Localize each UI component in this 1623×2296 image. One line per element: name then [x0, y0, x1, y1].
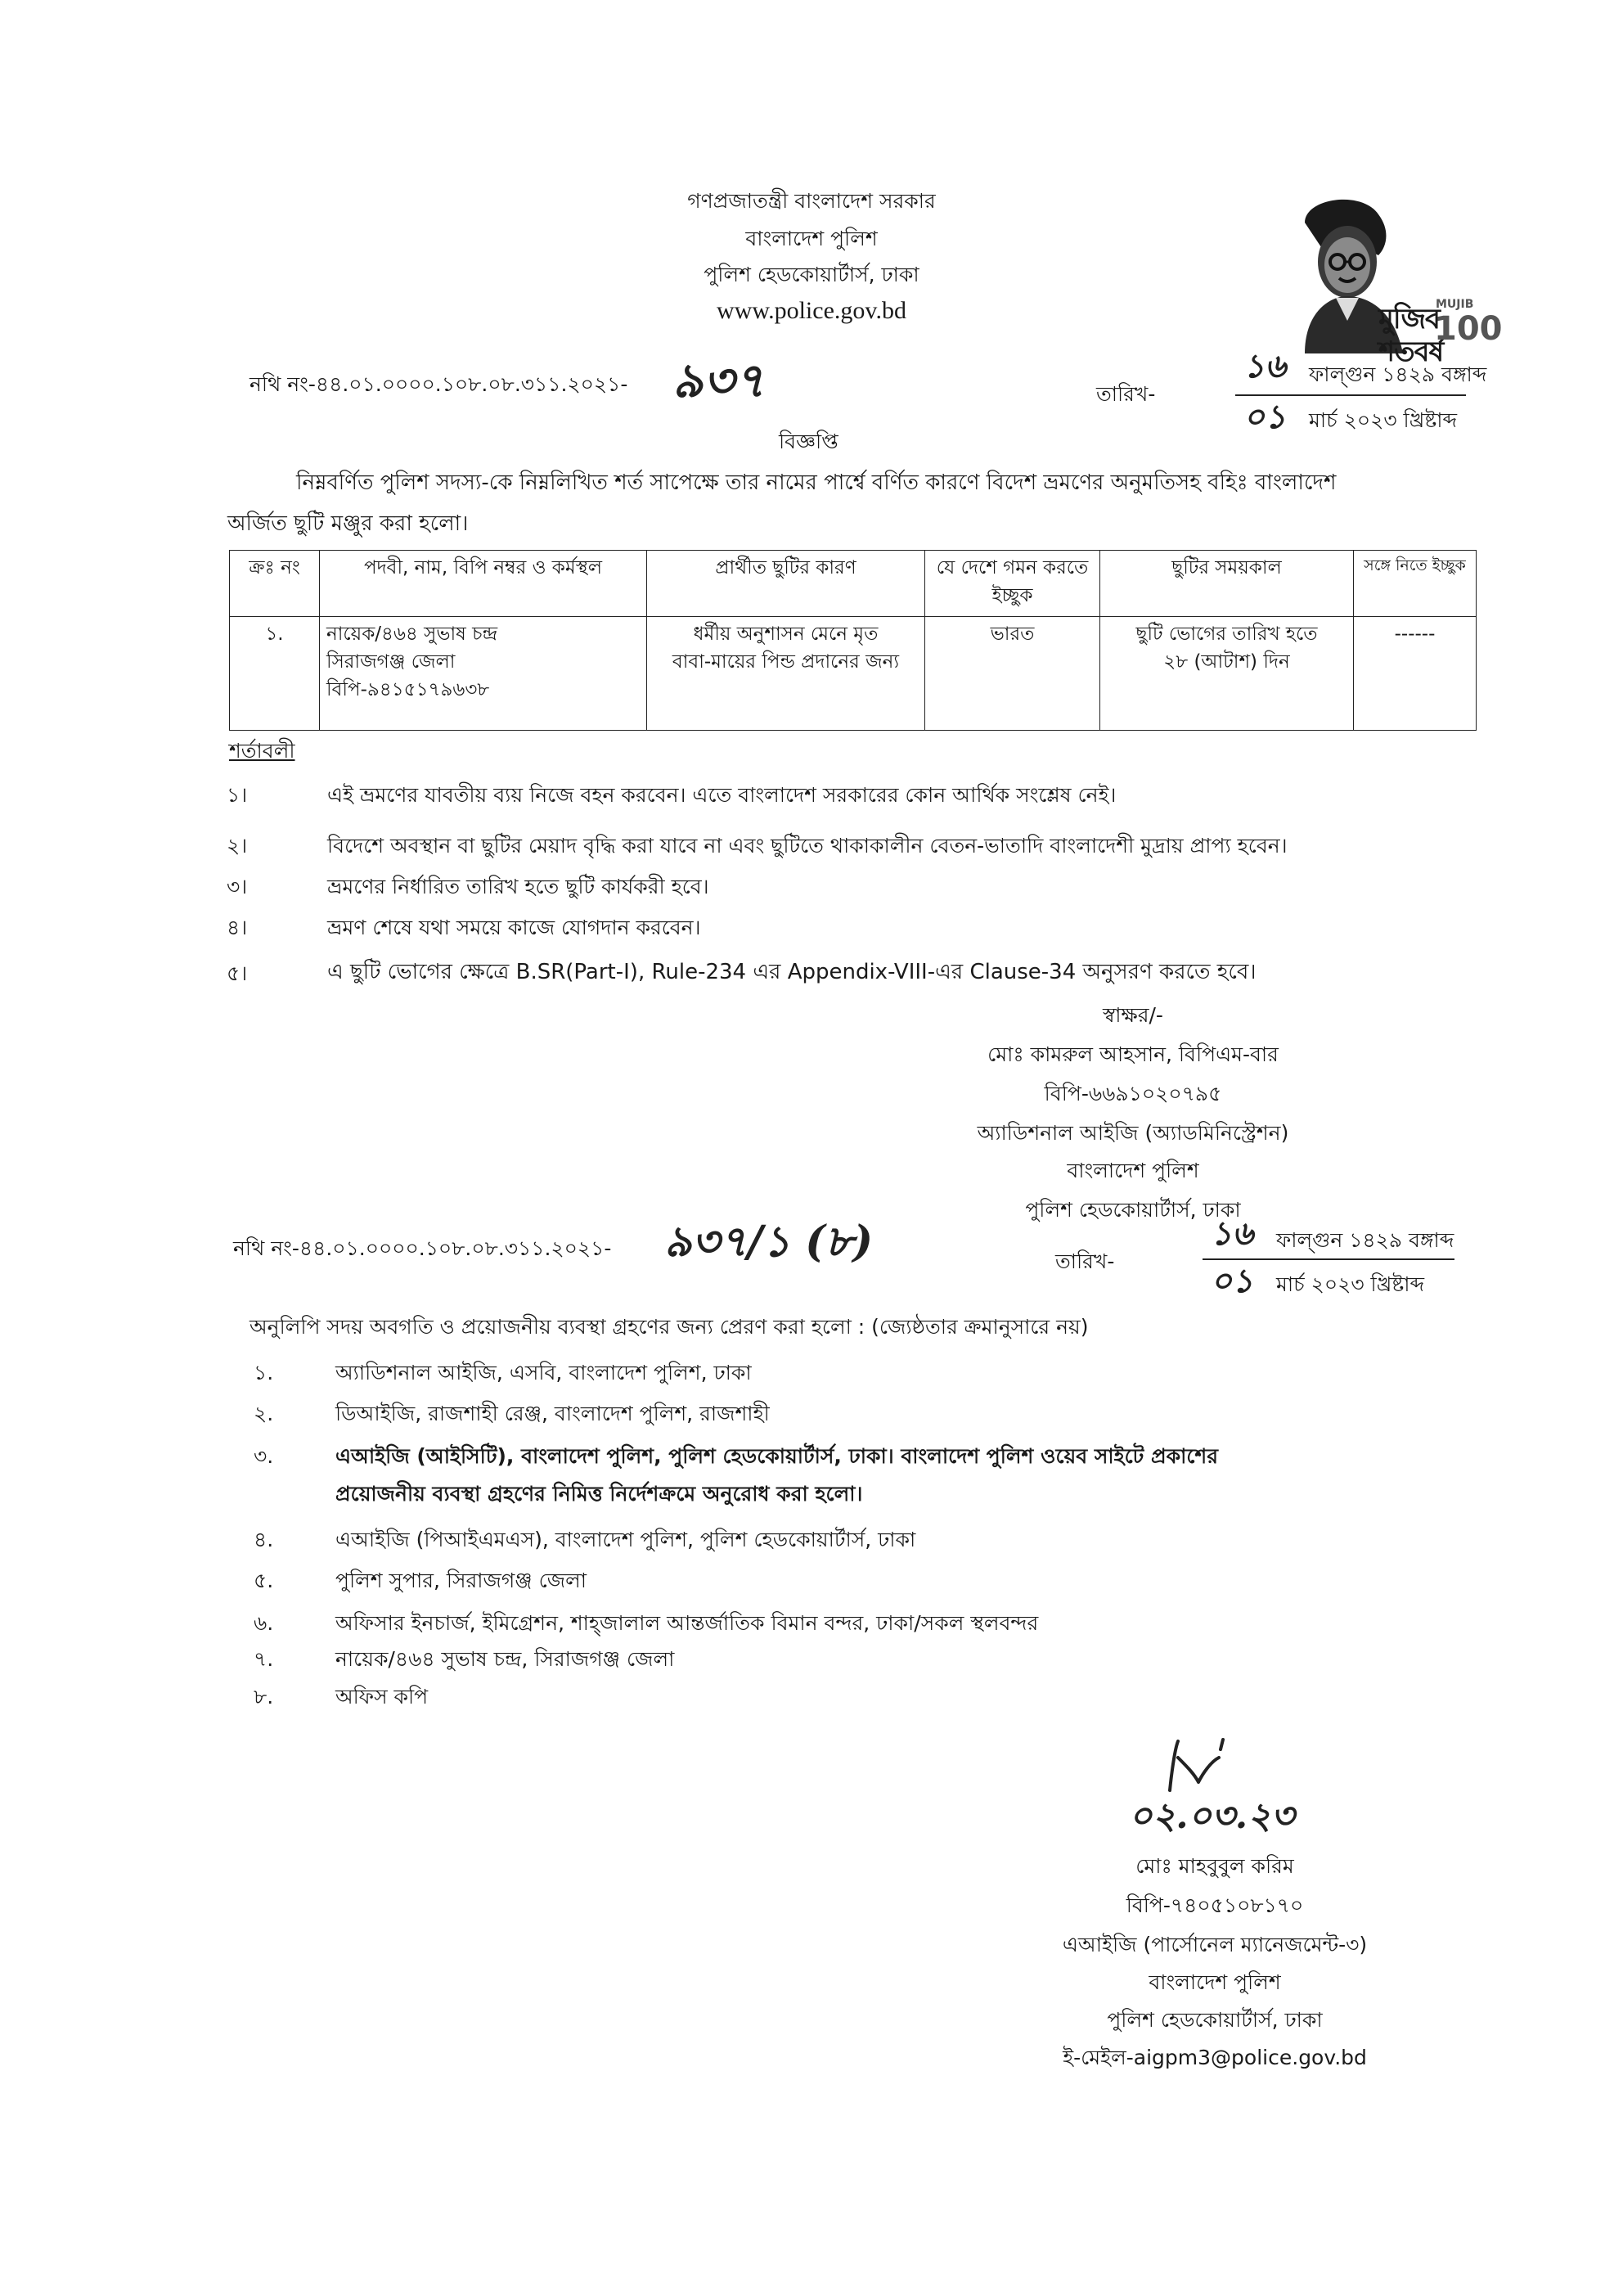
memo1-date-bn: ফাল্গুন ১৪২৯ বঙ্গাব্দ — [1309, 362, 1487, 386]
condition-text: ভ্রমণের নির্ধারিত তারিখ হতে ছুটি কার্যকরী হবে। — [327, 875, 709, 898]
memo1-date-label: তারিখ- — [1096, 382, 1156, 406]
condition-text: এই ভ্রমণের যাবতীয় ব্যয় নিজে বহন করবেন। এতে বাংলাদেশ সরকারের কোন আর্থিক সংশ্লেষ নেই। — [327, 783, 1117, 807]
name-line3: বিপি-৯৪১৫১৭৯৬৩৮ — [326, 679, 490, 700]
copy-num: ৩. — [254, 1444, 274, 1468]
copy-text-cont: প্রয়োজনীয় ব্যবস্থা গ্রহণের নিমিত্ত নির্দেশক্রমে অনুরোধ করা হলো। — [335, 1482, 863, 1506]
th-duration: ছুটির সময়কাল — [1100, 551, 1354, 617]
memo2-date-en: মার্চ ২০২৩ খ্রিষ্টাব্দ — [1276, 1272, 1425, 1296]
th-companion: সঙ্গে নিতে ইচ্ছুক — [1354, 551, 1477, 617]
condition-num: ৫। — [227, 961, 248, 985]
memo1-ref-handwritten: ৯৩৭ — [672, 353, 766, 408]
condition-num: ৪। — [227, 916, 248, 939]
table-row — [230, 617, 1477, 731]
copy-num: ৪. — [254, 1528, 274, 1551]
copy-num: ৬. — [254, 1611, 274, 1635]
sig1-name: মোঃ কামরুল আহসান, বিপিএম-বার — [987, 1042, 1279, 1066]
reason-line1: ধর্মীয় অনুশাসন মেনে মৃত — [693, 624, 879, 645]
date-divider — [1203, 1258, 1454, 1260]
logo-text-bn: মুজিব শতবর্ষ — [1378, 303, 1444, 368]
logo-text-mujib: MUJIB — [1436, 298, 1474, 311]
sig2-office: পুলিশ হেডকোয়ার্টার্স, ঢাকা — [1107, 2008, 1323, 2032]
copy-text: এআইজি (আইসিটি), বাংলাদেশ পুলিশ, পুলিশ হেডকোয়ার্টার্স, ঢাকা। বাংলাদেশ পুলিশ ওয়েব সাইটে প্রকাশের — [335, 1444, 1218, 1468]
sig2-dept: বাংলাদেশ পুলিশ — [1149, 1970, 1281, 1994]
copy-num: ২. — [254, 1402, 274, 1425]
memo2-date-bn: ফাল্গুন ১৪২৯ বঙ্গাব্দ — [1276, 1228, 1454, 1252]
copy-text: নায়েক/৪৬৪ সুভাষ চন্দ্র, সিরাজগঞ্জ জেলা — [335, 1647, 675, 1671]
notice-title: বিজ্ঞপ্তি — [779, 430, 838, 453]
copy-text: অফিসার ইনচার্জ, ইমিগ্রেশন, শাহ্জালাল আন্তর্জাতিক বিমান বন্দর, ঢাকা/সকল স্থলবন্দর — [335, 1611, 1039, 1635]
name-line2: সিরাজগঞ্জ জেলা — [326, 651, 456, 673]
sig2-bp: বিপি-৭৪০৫১০৮১৭০ — [1126, 1893, 1304, 1917]
duration-line1: ছুটি ভোগের তারিখ হতে — [1135, 624, 1318, 645]
name-line1: নায়েক/৪৬৪ সুভাষ চন্দ্র — [326, 624, 498, 645]
header-dept: বাংলাদেশ পুলিশ — [745, 227, 878, 250]
copy-text: পুলিশ সুপার, সিরাজগঞ্জ জেলা — [335, 1569, 587, 1592]
sig1-signed: স্বাক্ষর/- — [1103, 1003, 1163, 1027]
copies-intro: অনুলিপি সদয় অবগতি ও প্রয়োজনীয় ব্যবস্থা গ্রহণের জন্য প্রেরণ করা হলো : (জ্যেষ্ঠতার ক্রমানুসারে নয়) — [250, 1315, 1089, 1339]
condition-num: ১। — [227, 783, 248, 807]
signature-scribble — [1153, 1733, 1252, 1802]
sig1-designation: অ্যাডিশনাল আইজি (অ্যাডমিনিস্ট্রেশন) — [977, 1121, 1289, 1145]
sig2-email[interactable]: ই-মেইল-aigpm3@police.gov.bd — [1063, 2046, 1367, 2069]
memo2-ref-handwritten: ৯৩৭/১ (৮) — [664, 1217, 874, 1267]
sig2-handwritten-date: ০২.০৩.২৩ — [1129, 1795, 1295, 1837]
notice-body-line2: অর্জিত ছুটি মঞ্জুর করা হলো। — [227, 511, 469, 536]
table-header-row — [230, 551, 1477, 617]
notice-body-line1: নিম্নবর্ণিত পুলিশ সদস্য-কে নিম্নলিখিত শর্ত সাপেক্ষে তার নামের পার্শ্বে বর্ণিত কারণে বিদেশ ভ্রমণের অনুমতিসহ বহিঃ বাংলাদেশ — [296, 470, 1337, 495]
reason-line2: বাবা-মায়ের পিন্ড প্রদানের জন্য — [672, 651, 900, 673]
cell-duration — [1100, 617, 1354, 731]
cell-reason — [647, 617, 925, 731]
memo2-date-en-day: ০১ — [1211, 1262, 1253, 1300]
copy-num: ৫. — [254, 1569, 274, 1592]
memo1-date-en: মার্চ ২০২৩ খ্রিষ্টাব্দ — [1309, 408, 1458, 432]
copy-num: ৭. — [254, 1647, 274, 1671]
sig2-designation: এআইজি (পার্সোনেল ম্যানেজমেন্ট-৩) — [1062, 1933, 1368, 1956]
th-name: পদবী, নাম, বিপি নম্বর ও কর্মস্থল — [320, 551, 647, 617]
th-reason: প্রার্থীত ছুটির কারণ — [647, 551, 925, 617]
leave-table — [229, 550, 1477, 731]
date-divider — [1235, 394, 1466, 396]
mujib-100-logo — [1256, 190, 1503, 368]
condition-text: বিদেশে অবস্থান বা ছুটির মেয়াদ বৃদ্ধি করা যাবে না এবং ছুটিতে থাকাকালীন বেতন-ভাতাদি বাংলাদেশী মুদ্রায় প্রাপ্য হবেন। — [327, 834, 1288, 858]
copy-text: অ্যাডিশনাল আইজি, এসবি, বাংলাদেশ পুলিশ, ঢাকা — [335, 1361, 752, 1384]
copy-text: অফিস কপি — [335, 1685, 429, 1708]
memo2-date-label: তারিখ- — [1055, 1249, 1115, 1273]
header-website[interactable]: www.police.gov.bd — [717, 297, 906, 324]
condition-text: এ ছুটি ভোগের ক্ষেত্রে B.SR(Part-I), Rule-234 এর Appendix-VIII-এর Clause-34 অনুসরণ করতে হবে। — [327, 960, 1257, 984]
header-govt: গণপ্রজাতন্ত্রী বাংলাদেশ সরকার — [687, 189, 936, 213]
condition-num: ২। — [227, 834, 248, 858]
memo2-ref: নথি নং-৪৪.০১.০০০০.১০৮.০৮.৩১১.২০২১- — [233, 1236, 612, 1260]
cell-country: ভারত — [925, 617, 1100, 731]
cell-companion: ------ — [1354, 617, 1477, 731]
sig1-dept: বাংলাদেশ পুলিশ — [1067, 1159, 1199, 1182]
th-serial: ক্রঃ নং — [230, 551, 320, 617]
memo1-ref: নথি নং-৪৪.০১.০০০০.১০৮.০৮.৩১১.২০২১- — [250, 372, 628, 396]
memo2-date-bn-day: ১৬ — [1211, 1214, 1253, 1253]
cell-serial: ১. — [230, 617, 320, 731]
header-office: পুলিশ হেডকোয়ার্টার্স, ঢাকা — [704, 263, 919, 286]
copy-text: ডিআইজি, রাজশাহী রেঞ্জ, বাংলাদেশ পুলিশ, রাজশাহী — [335, 1402, 770, 1425]
memo1-date-en-day: ০১ — [1243, 398, 1286, 436]
condition-num: ৩। — [227, 875, 248, 898]
sig1-bp: বিপি-৬৬৯১০২০৭৯৫ — [1044, 1082, 1222, 1105]
copy-num: ৮. — [254, 1685, 274, 1708]
copy-num: ১. — [254, 1361, 274, 1384]
condition-text: ভ্রমণ শেষে যথা সময়ে কাজে যোগদান করবেন। — [327, 916, 701, 939]
conditions-title: শর্তাবলী — [229, 739, 295, 763]
th-country: যে দেশে গমন করতে ইচ্ছুক — [925, 551, 1100, 617]
cell-name — [320, 617, 647, 731]
duration-line2: ২৮ (আটাশ) দিন — [1163, 651, 1290, 673]
sig2-name: মোঃ মাহবুবুল করিম — [1135, 1854, 1294, 1878]
logo-number: 100 — [1434, 310, 1503, 348]
sig1-office: পুলিশ হেডকোয়ার্টার্স, ঢাকা — [1025, 1198, 1241, 1222]
memo1-date-bn-day: ১৬ — [1243, 347, 1286, 385]
copy-text: এআইজি (পিআইএমএস), বাংলাদেশ পুলিশ, পুলিশ হেডকোয়ার্টার্স, ঢাকা — [335, 1528, 916, 1551]
